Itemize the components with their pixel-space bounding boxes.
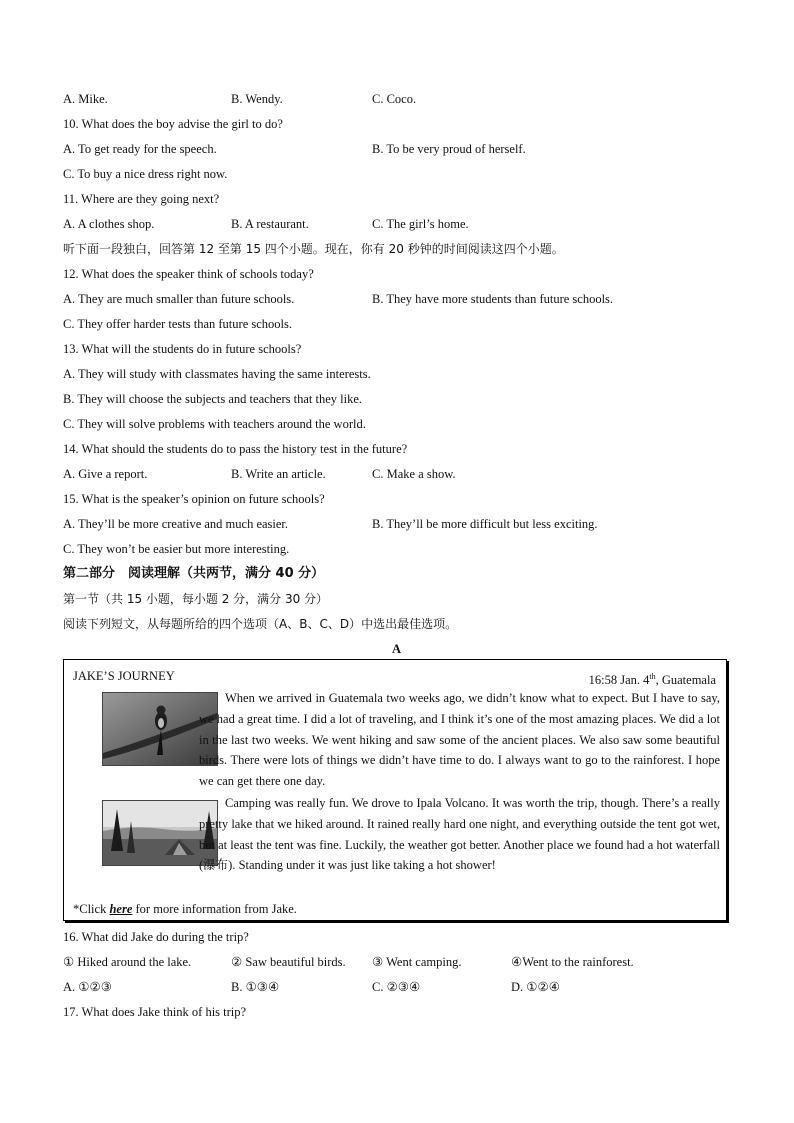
q16-item-1: ① Hiked around the lake. xyxy=(63,955,192,969)
passage-para2 xyxy=(73,793,720,877)
footer-post: for more information from Jake. xyxy=(132,902,297,916)
q16-question: 16. What did Jake do during the trip? xyxy=(63,930,249,944)
q10-option-c: C. To buy a nice dress right now. xyxy=(63,167,228,181)
q10-question: 10. What does the boy advise the girl to do? xyxy=(63,117,283,131)
passage-para1-body: When we arrived in Guatemala two weeks ago, we didn’t know what to expect. But I have to say, we had a great time. I did a lot of traveling, and I think it’s one of the most amazing places. We did a lot in the last two weeks. We went hiking and saw some of the ancient places. We also saw some beautiful birds. There were lots of things we didn’t have time to do. I always want to go to the rainforest. I hope we can get there one day. xyxy=(199,691,720,789)
q14-question: 14. What should the students do to pass the history test in the future? xyxy=(63,442,408,456)
passage-para2-body: Camping was really fun. We drove to Ipala Volcano. It was worth the trip, though. There’s a really pretty lake that we hiked around. It rained really hard one night, and everything outside the tent got wet, but at least the tent was fine. Luckily, the weather got better. Another place we found had a hot waterfall (瀑布). Standing under it was just like taking a hot shower! xyxy=(199,796,720,873)
q9-option-a: A. Mike. xyxy=(63,92,108,106)
part2-title: 第二部分 阅读理解（共两节，满分 40 分） xyxy=(63,566,325,581)
q12-option-c: C. They offer harder tests than future schools. xyxy=(63,317,292,331)
tent-photo-spacer xyxy=(47,793,199,877)
passage-label: A xyxy=(392,642,402,656)
passage-para1-text xyxy=(73,688,720,792)
q16-option-c: C. ②③④ xyxy=(372,980,421,994)
q15-question: 15. What is the speaker’s opinion on future schools? xyxy=(63,492,325,506)
q16-item-2: ② Saw beautiful birds. xyxy=(231,955,346,969)
passage-time: 16:58 Jan. 4 xyxy=(588,673,650,688)
q14-option-a: A. Give a report. xyxy=(63,467,148,481)
q13-option-a: A. They will study with classmates having the same interests. xyxy=(63,367,371,381)
passage-para1 xyxy=(73,688,720,792)
q9-option-c: C. Coco. xyxy=(372,92,417,106)
more-info-link[interactable]: here xyxy=(109,902,133,916)
bird-photo-spacer xyxy=(47,688,199,772)
passage-footer xyxy=(73,899,297,920)
q16-item-4: ④Went to the rainforest. xyxy=(511,955,634,969)
monologue-instruction: 听下面一段独白，回答第 12 至第 15 四个小题。现在，你有 20 秒钟的时间阅读这四个小题。 xyxy=(63,242,564,256)
passage-place: , Guatemala xyxy=(655,673,716,688)
q9-option-b: B. Wendy. xyxy=(231,92,283,106)
section1-instruction: 阅读下列短文，从每题所给的四个选项（A、B、C、D）中选出最佳选项。 xyxy=(63,617,458,631)
q12-question: 12. What does the speaker think of schools today? xyxy=(63,267,314,281)
q16-option-d: D. ①②④ xyxy=(511,980,560,994)
q11-option-b: B. A restaurant. xyxy=(231,217,309,231)
q12-option-b: B. They have more students than future schools. xyxy=(372,292,614,306)
q15-option-c: C. They won’t be easier but more interesting. xyxy=(63,542,290,556)
q14-option-c: C. Make a show. xyxy=(372,467,456,481)
q16-item-3: ③ Went camping. xyxy=(372,955,462,969)
passage-para2-text xyxy=(73,793,720,876)
q11-option-a: A. A clothes shop. xyxy=(63,217,155,231)
section1-title: 第一节（共 15 小题，每小题 2 分，满分 30 分） xyxy=(63,592,329,606)
q15-option-b: B. They’ll be more difficult but less exciting. xyxy=(372,517,598,531)
q13-option-c: C. They will solve problems with teachers around the world. xyxy=(63,417,366,431)
footer-pre: *Click xyxy=(73,902,110,916)
q13-option-b: B. They will choose the subjects and teachers that they like. xyxy=(63,392,362,406)
q16-option-b: B. ①③④ xyxy=(231,980,280,994)
q10-option-a: A. To get ready for the speech. xyxy=(63,142,217,156)
passage-box xyxy=(63,659,727,921)
q11-option-c: C. The girl’s home. xyxy=(372,217,469,231)
passage-title: JAKE’S JOURNEY xyxy=(73,669,175,683)
passage-time-sup: th xyxy=(649,672,656,681)
q14-option-b: B. Write an article. xyxy=(231,467,326,481)
q16-option-a: A. ①②③ xyxy=(63,980,112,994)
q10-option-b: B. To be very proud of herself. xyxy=(372,142,526,156)
q17-question: 17. What does Jake think of his trip? xyxy=(63,1005,247,1019)
q13-question: 13. What will the students do in future schools? xyxy=(63,342,302,356)
q15-option-a: A. They’ll be more creative and much easier. xyxy=(63,517,289,531)
q12-option-a: A. They are much smaller than future schools. xyxy=(63,292,295,306)
q11-question: 11. Where are they going next? xyxy=(63,192,220,206)
